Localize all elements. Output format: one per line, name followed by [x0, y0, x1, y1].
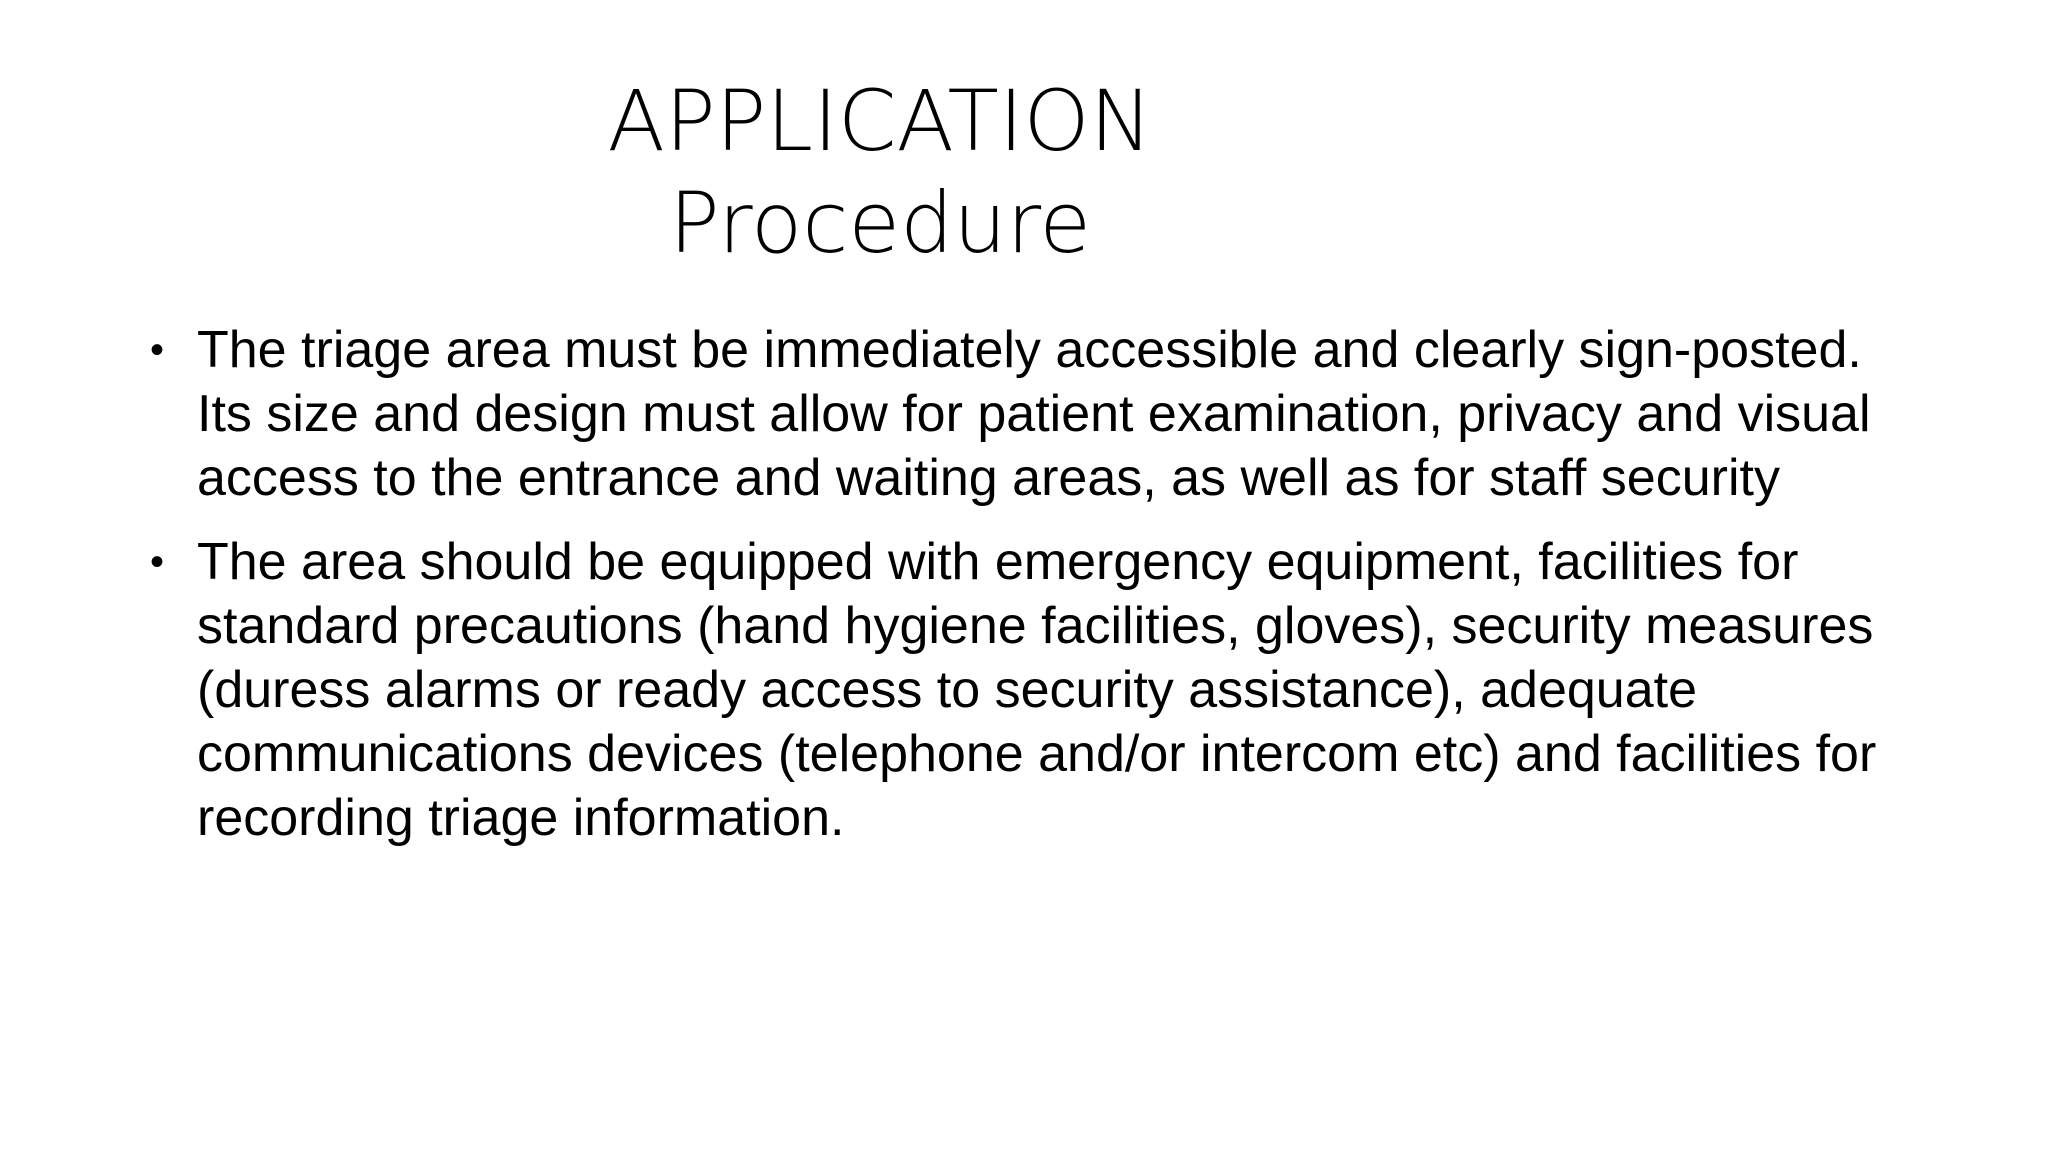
- bullet-text: The area should be equipped with emergency equipment, facilities for standard precautions (hand hygiene facilities, gloves), security measures (duress alarms or ready access to security assistance), adequate communications devices (telephone and/or intercom etc) and facilities for recording triage information.: [197, 533, 1877, 847]
- bullet-list: [150, 318, 1930, 870]
- bullet-item: [150, 530, 1930, 850]
- title-line-1: APPLICATION: [607, 72, 1153, 170]
- bullet-point-icon: •: [150, 540, 165, 584]
- title-line-2: Procedure: [668, 174, 1092, 272]
- bullet-item: [150, 318, 1930, 510]
- bullet-point-icon: •: [150, 328, 165, 372]
- slide-title: [0, 70, 1760, 274]
- bullet-text: The triage area must be immediately accessible and clearly sign-posted. Its size and design must allow for patient examination, privacy and visual access to the entrance and waiting areas, as well as for staff security: [197, 321, 1871, 507]
